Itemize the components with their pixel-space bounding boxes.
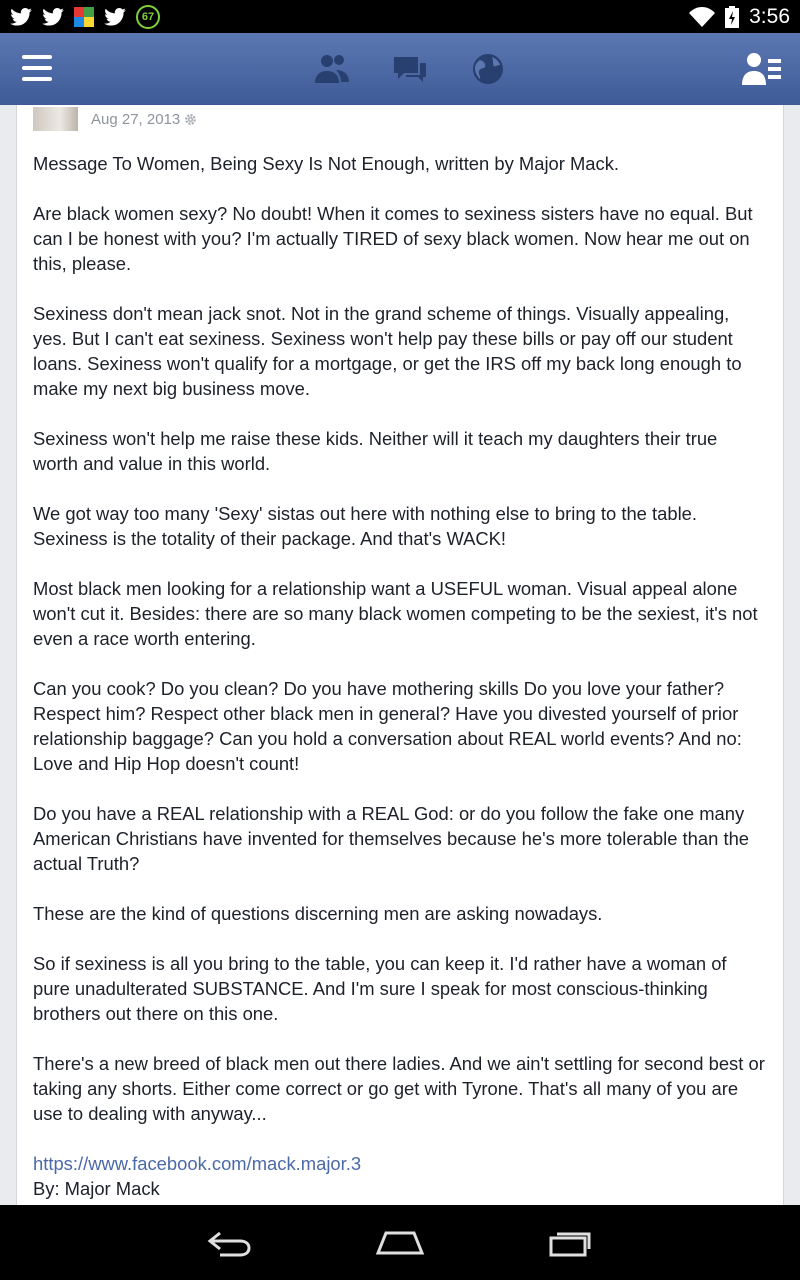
twitter-bird-icon: [42, 8, 64, 26]
home-icon[interactable]: [374, 1229, 426, 1257]
post-paragraph: There's a new breed of black men out there ladies. And we ain't settling for second best or taking any shorts. Either come correct or go get with Tyrone. That's all many of you are use to dealing with anyway...: [33, 1053, 765, 1124]
gear-icon: [184, 113, 197, 126]
profile-link[interactable]: https://www.facebook.com/mack.major.3: [33, 1153, 362, 1174]
avatar[interactable]: [33, 107, 78, 131]
clock: 3:56: [749, 4, 790, 28]
system-nav-bar: [0, 1205, 800, 1280]
twitter-bird-icon: [10, 8, 32, 26]
post-paragraph: Are black women sexy? No doubt! When it comes to sexiness sisters have no equal. But can I be honest with you? I'm actually TIRED of sexy black women. Now hear me out on this, please.: [33, 203, 753, 274]
badge-67-icon: 67: [136, 5, 160, 29]
colorful-app-icon: [74, 7, 94, 27]
recent-apps-icon[interactable]: [548, 1229, 596, 1257]
wifi-icon: [689, 7, 715, 27]
top-nav: [0, 33, 800, 105]
menu-icon[interactable]: [22, 55, 52, 81]
back-icon[interactable]: [206, 1229, 254, 1257]
byline: By: Major Mack: [33, 1178, 160, 1199]
friends-icon[interactable]: [312, 49, 352, 89]
post-paragraph: These are the kind of questions discerning men are asking nowadays.: [33, 903, 603, 924]
battery-icon: [725, 6, 739, 28]
post-header: [17, 105, 783, 133]
messages-icon[interactable]: [390, 49, 430, 89]
globe-icon[interactable]: [468, 49, 508, 89]
status-bar: [0, 0, 800, 33]
twitter-bird-icon: [104, 8, 126, 26]
friend-requests-icon[interactable]: [742, 51, 782, 87]
post-date[interactable]: [91, 111, 197, 128]
post-paragraph: So if sexiness is all you bring to the table, you can keep it. I'd rather have a woman of pure unadulterated SUBSTANCE. And I'm sure I speak for most conscious-thinking brothers out there on this one.: [33, 953, 727, 1024]
post-date-text: Aug 27, 2013: [91, 110, 181, 128]
post-card: [16, 105, 784, 1205]
post-paragraph: Sexiness won't help me raise these kids. Neither will it teach my daughters their true worth and value in this world.: [33, 428, 718, 474]
post-paragraph: Can you cook? Do you clean? Do you have mothering skills Do you love your father? Respect him? Respect other black men in general? Have you divested yourself of prior relationship baggage? Can you hold a conversation about REAL world events? And no: Love and Hip Hop doesn't count!: [33, 678, 742, 774]
post-paragraph: Sexiness don't mean jack snot. Not in the grand scheme of things. Visually appealing, yes. But I can't eat sexiness. Sexiness won't help pay these bills or pay off our student loans. Sexiness won't qualify for a mortgage, or get the IRS off my back long enough to make my next big business move.: [33, 303, 742, 399]
post-paragraph: Message To Women, Being Sexy Is Not Enough, written by Major Mack.: [33, 153, 620, 174]
post-body: [17, 133, 783, 1201]
post-paragraph: We got way too many 'Sexy' sistas out here with nothing else to bring to the table. Sexiness is the totality of their package. And that's WACK!: [33, 503, 698, 549]
post-paragraph: Do you have a REAL relationship with a REAL God: or do you follow the fake one many American Christians have invented for themselves because he's more tolerable than the actual Truth?: [33, 803, 750, 874]
post-paragraph: Most black men looking for a relationship want a USEFUL woman. Visual appeal alone won't cut it. Besides: there are so many black women competing to be the sexiest, it's not even a race worth entering.: [33, 578, 758, 649]
